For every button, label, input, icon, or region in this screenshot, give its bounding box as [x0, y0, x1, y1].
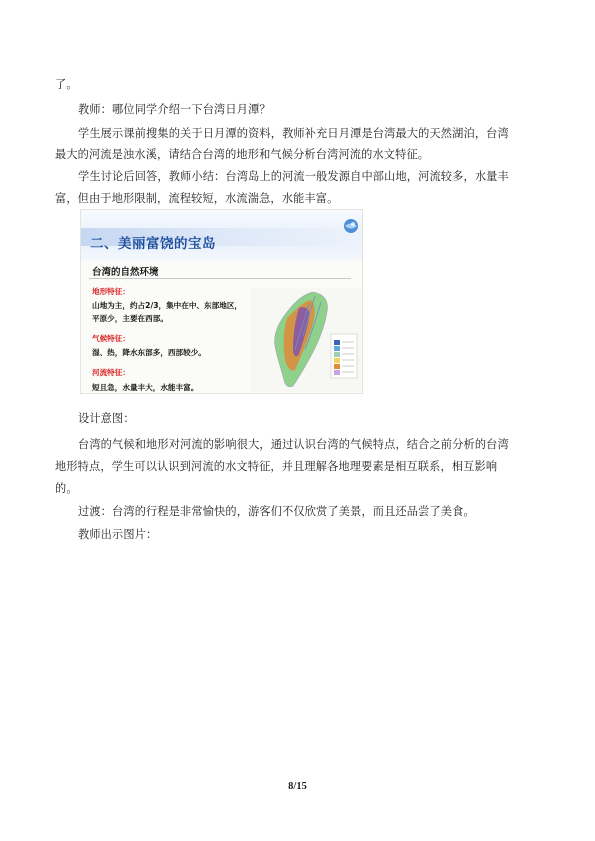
body-line-5: 学生讨论后回答，教师小结：台湾岛上的河流一般发源自中部山地，河流较多，水量丰 — [78, 170, 509, 183]
globe-icon — [343, 218, 359, 234]
body-line-12: 教师出示图片： — [78, 528, 158, 541]
terrain-text-2: 平原少，主要在西部。 — [92, 314, 168, 323]
body-line-3: 学生展示课前搜集的关于日月潭的资料，教师补充日月潭是台湾最大的天然湖泊，台湾 — [78, 127, 509, 140]
terrain-heading: 地形特征： — [92, 287, 130, 296]
body-line-10: 的。 — [55, 482, 78, 495]
river-text: 短且急，水量丰大，水能丰富。 — [92, 383, 199, 392]
body-line-8: 台湾的气候和地形对河流的影响很大，通过认识台湾的气候特点，结合之前分析的台湾 — [78, 438, 509, 451]
climate-text: 湿、热，降水东部多，西部较少。 — [92, 348, 206, 357]
body-line-11: 过渡：台湾的行程是非常愉快的，游客们不仅欣赏了美景，而且还品尝了美食。 — [78, 505, 475, 518]
page-number: 8/15 — [288, 781, 307, 792]
slide-image — [80, 209, 363, 394]
body-line-6: 富，但由于地形限制，流程较短，水流湍急，水能丰富。 — [55, 192, 339, 205]
slide-divider — [89, 278, 351, 279]
climate-heading: 气候特征： — [92, 334, 130, 343]
slide-title: 二、美丽富饶的宝岛 — [90, 236, 216, 252]
terrain-text-1: 山地为主，约占2/3，集中在中、东部地区， — [92, 301, 243, 310]
body-line-4: 最大的河流是浊水溪，请结合台湾的地形和气候分析台湾河流的水文特征。 — [55, 148, 430, 161]
slide-subtitle: 台湾的自然环境 — [92, 267, 159, 278]
taiwan-relief-map — [251, 288, 361, 392]
body-line-7: 设计意图： — [78, 412, 135, 425]
body-line-1: 了。 — [55, 78, 78, 91]
body-line-2: 教师：哪位同学介绍一下台湾日月潭？ — [78, 103, 271, 116]
river-heading: 河流特征： — [92, 368, 130, 377]
body-line-9: 地形特点，学生可以认识到河流的水文特征，并且理解各地理要素是相互联系，相互影响 — [55, 460, 498, 473]
